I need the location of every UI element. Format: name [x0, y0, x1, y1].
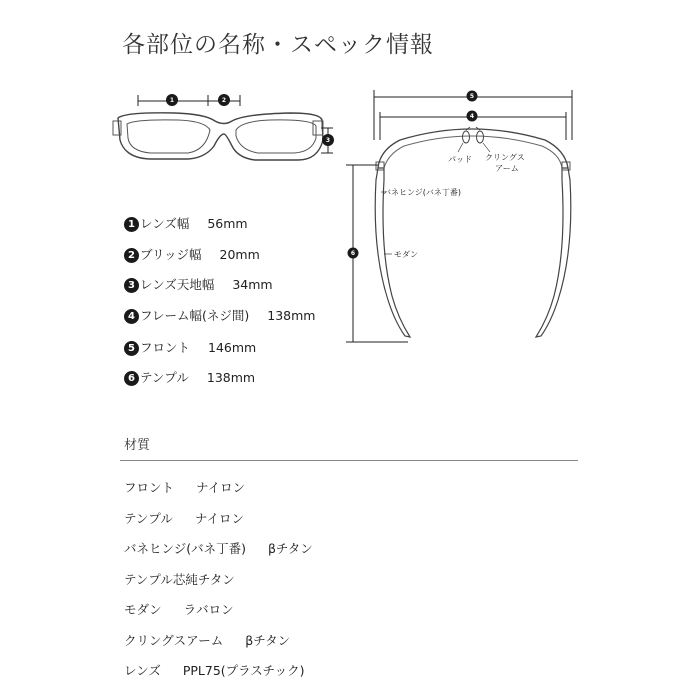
spec-number: 5 — [124, 341, 139, 356]
material-part: テンプル — [124, 511, 173, 526]
spec-number: 2 — [124, 248, 139, 263]
material-part: バネヒンジ(バネ丁番) — [124, 541, 246, 556]
badge-4-label: 4 — [469, 113, 475, 121]
material-part: レンズ — [124, 663, 161, 678]
spec-value: 20mm — [219, 247, 260, 262]
spec-value: 56mm — [207, 216, 248, 231]
material-value: PPL75(プラスチック) — [182, 663, 305, 678]
spec-number: 3 — [124, 278, 139, 293]
spec-front — [124, 338, 256, 356]
material-row — [124, 631, 290, 649]
label-hinge: バネヒンジ(バネ丁番) — [383, 188, 462, 197]
spec-number: 4 — [124, 309, 139, 324]
material-part: モダン — [124, 602, 162, 617]
material-value: ナイロン — [194, 511, 245, 526]
spec-value: 138mm — [267, 308, 316, 323]
material-value: ナイロン — [196, 480, 246, 495]
material-value: ラバロン — [183, 602, 234, 617]
spec-label: フレーム幅(ネジ間) — [140, 308, 250, 323]
material-part: クリングスアーム — [124, 633, 224, 648]
badge-6-label: 6 — [350, 250, 356, 258]
badge-1-label: 1 — [169, 97, 175, 105]
spec-bridge-width — [124, 245, 260, 263]
divider — [120, 460, 578, 461]
front-view — [113, 94, 334, 160]
material-part: フロント — [124, 480, 175, 495]
label-cling-arm-1: クリングス — [485, 153, 525, 162]
spec-label: ブリッジ幅 — [140, 247, 202, 262]
spec-label: テンプル — [140, 370, 189, 385]
spec-value: 34mm — [232, 277, 273, 292]
label-modan: モダン — [394, 250, 419, 259]
spec-lens-width — [124, 214, 248, 232]
spec-number: 1 — [124, 217, 139, 232]
badge-2-label: 2 — [221, 97, 227, 105]
material-value: βチタン — [245, 633, 291, 648]
spec-temple — [124, 368, 255, 386]
spec-frame-width — [124, 306, 315, 324]
material-part: テンプル芯純チタン — [124, 572, 235, 587]
top-view — [346, 90, 572, 342]
spec-label: フロント — [140, 340, 191, 355]
material-row — [124, 509, 244, 527]
material-row — [124, 661, 305, 679]
material-row — [124, 539, 313, 557]
page-title: 各部位の名称・スペック情報 — [122, 32, 434, 58]
spec-number: 6 — [124, 371, 139, 386]
spec-label: レンズ幅 — [140, 216, 190, 231]
spec-lens-height — [124, 275, 273, 293]
material-row — [124, 478, 245, 496]
spec-label: レンズ天地幅 — [140, 277, 215, 292]
badge-3-label: 3 — [325, 137, 331, 145]
spec-value: 138mm — [206, 370, 256, 385]
label-pad: パッド — [448, 155, 472, 164]
material-row — [124, 570, 257, 588]
material-row — [124, 600, 234, 618]
spec-value: 146mm — [208, 340, 257, 355]
badge-5-label: 5 — [469, 93, 475, 101]
material-value: βチタン — [267, 541, 313, 556]
label-cling-arm-2: アーム — [495, 164, 519, 173]
materials-heading: 材質 — [124, 438, 151, 453]
